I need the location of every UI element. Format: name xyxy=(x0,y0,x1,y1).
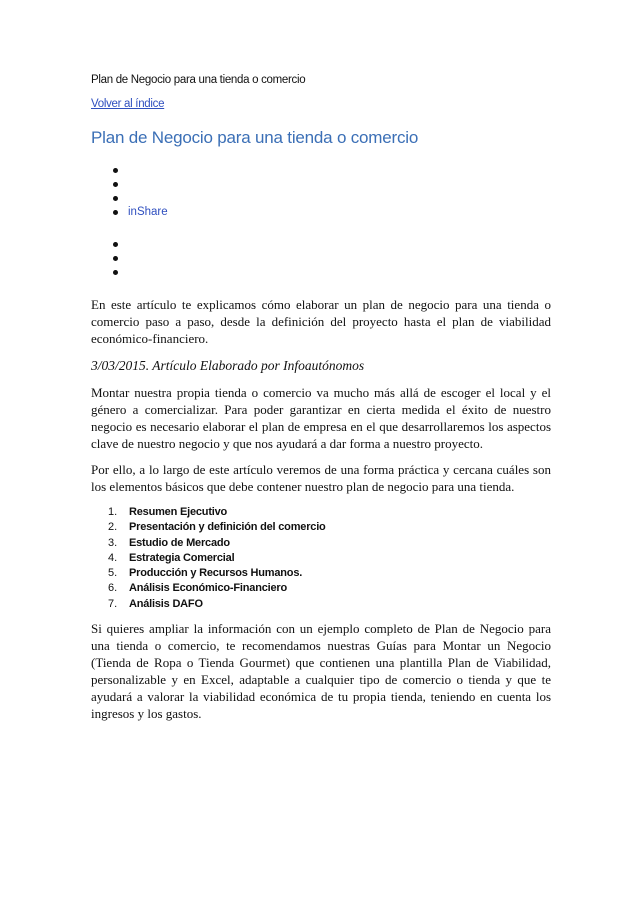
section-label: Resumen Ejecutivo xyxy=(129,506,228,518)
body-paragraph-1: Montar nuestra propia tienda o comercio va mucho más allá de escoger el local y el género a comercializar. Para poder garantizar en cierta medida el éxito de nuestro negocio es necesario elaborar el plan de empresa en el que desarrollaremos los aspectos clave de nuestro negocio y que nos ayudará a dar forma a nuestro proyecto. xyxy=(91,385,551,451)
body-paragraph-2: Por ello, a lo largo de este artículo veremos de una forma práctica y cercana cuáles son los elementos básicos que debe contener nuestro plan de negocio para una tienda. xyxy=(91,462,551,494)
bullet-icon xyxy=(113,242,118,247)
section-label: Estudio de Mercado xyxy=(129,536,230,549)
running-header: Plan de Negocio para una tienda o comercio xyxy=(91,74,306,86)
section-label: Producción y Recursos Humanos. xyxy=(129,567,303,580)
bullet-icon xyxy=(113,270,118,275)
section-label: Análisis DAFO xyxy=(129,597,203,610)
bullet-icon xyxy=(113,196,118,201)
document-page: Plan de Negocio para una tienda o comercio Volver al índice Plan de Negocio para una tienda o comercio inShare En este artículo te explicamos cómo elaborar un plan de negocio para una tienda o comercio paso a paso, desde la definición del proyecto hasta el plan de viabilidad económico-financiero. 3/03/2015. Artículo Elaborado por Infoautónomos Montar nuestra propia tienda o comercio va mucho más allá de escoger el local y el género a comercializar. Para poder garantizar en cierta medida el éxito de nuestro negocio es necesario elaborar el plan de empresa en el que desarrollaremos los aspectos clave de nuestro negocio y que nos ayudará a dar forma a nuestro proyecto. Por ello, a lo largo de este artículo veremos de una forma práctica y cercana cuáles son los elementos básicos que debe contener nuestro plan de negocio para una tienda. 1. Resumen Ejecutivo 2. Presentación y definición del comercio 3. Estudio de Mercado 4. Estrategia Comercial 5. Producción y Recursos Humanos. 6. Análisis Económico-Financiero 7. Análisis DAFO Si quieres ampliar la información con un ejemplo completo de Plan de Negocio para una tienda o comercio, te recomendamos nuestras Guías para Montar un Negocio (Tienda de Ropa o Tienda Gourmet) que contienen una plantilla Plan de Viabilidad, personalizable y en Excel, adaptable a cualquier tipo de comercio o tienda y que te ayudará a valorar la viabilidad económica de tu propia tienda, teniendo en cuenta los ingresos y los gastos. xyxy=(91,74,551,721)
bullet-icon xyxy=(113,210,118,215)
byline: 3/03/2015. Artículo Elaborado por Infoautónomos xyxy=(91,358,365,373)
section-label: Estrategia Comercial xyxy=(129,551,235,564)
article-title: Plan de Negocio para una tienda o comercio xyxy=(91,128,419,147)
section-label: Análisis Económico-Financiero xyxy=(129,582,288,595)
inshare-link[interactable]: inShare xyxy=(128,206,168,218)
section-label: Presentación y definición del comercio xyxy=(129,521,326,534)
back-to-index-link[interactable]: Volver al índice xyxy=(91,98,165,110)
bullet-icon xyxy=(113,256,118,261)
bullet-icon xyxy=(113,182,118,187)
intro-paragraph: En este artículo te explicamos cómo elaborar un plan de negocio para una tienda o comercio paso a paso, desde la definición del proyecto hasta el plan de viabilidad económico-financiero. xyxy=(91,297,551,346)
bullet-icon xyxy=(113,168,118,173)
closing-paragraph: Si quieres ampliar la información con un ejemplo completo de Plan de Negocio para una tienda o comercio, te recomendamos nuestras Guías para Montar un Negocio (Tienda de Ropa o Tienda Gourmet) que contienen una plantilla Plan de Viabilidad, personalizable y en Excel, adaptable a cualquier tipo de comercio o tienda y que te ayudará a valorar la viabilidad económica de tu propia tienda, teniendo en cuenta los ingresos y los gastos. xyxy=(91,621,551,721)
